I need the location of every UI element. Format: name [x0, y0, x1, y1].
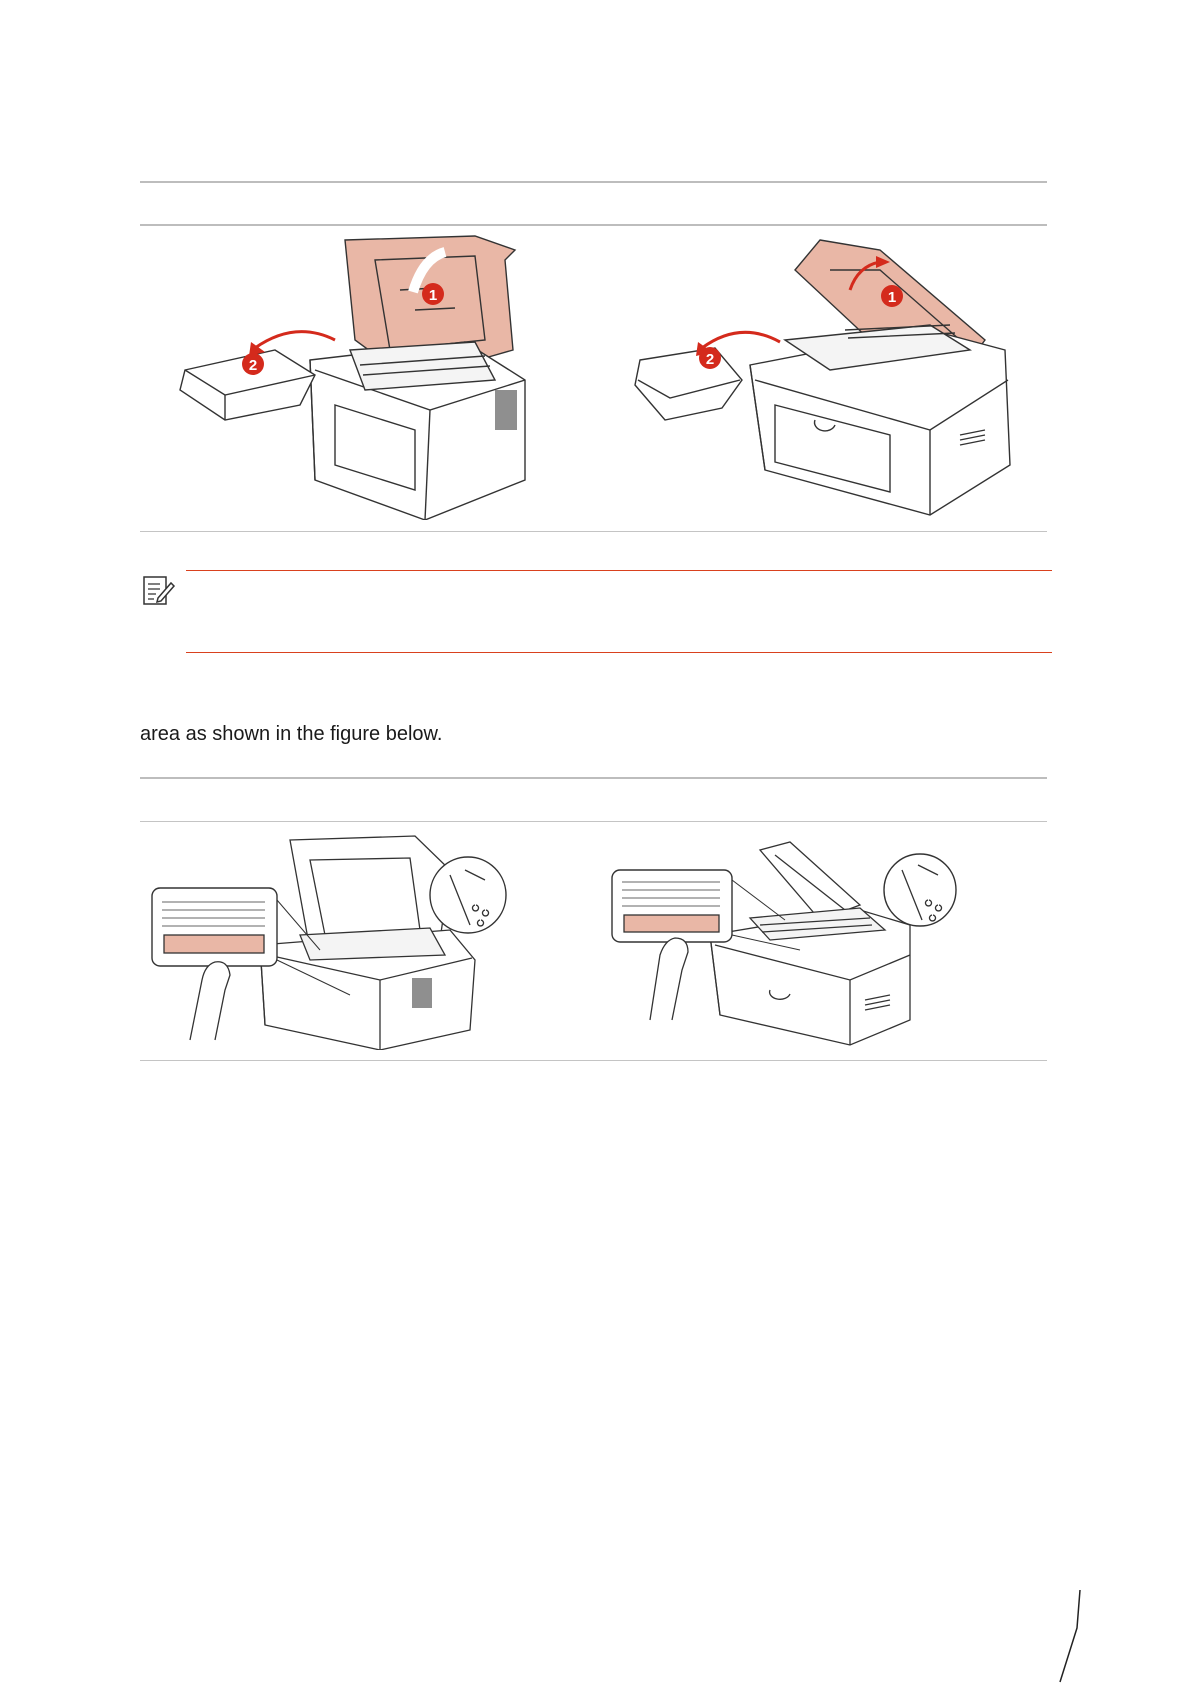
printer-cleaning-illustration [610, 830, 1000, 1050]
note-bottom-rule [186, 652, 1052, 653]
table-top-rule-2 [140, 777, 1047, 779]
figure-clean-roller-model-b [610, 830, 1000, 1050]
table-header-rule-1 [140, 224, 1047, 226]
figure-remove-toner-model-b [630, 230, 1030, 520]
note-top-rule [186, 570, 1052, 571]
table-header-rule-2 [140, 821, 1047, 822]
printer-illustration [630, 230, 1030, 520]
callout-2-label: 2 [248, 357, 258, 374]
figure-clean-roller-model-a [150, 830, 540, 1050]
note-pencil-icon [142, 574, 176, 608]
callout-2-label: 2 [705, 351, 715, 368]
printer-cleaning-illustration [150, 830, 540, 1050]
table-bottom-rule-2 [140, 1060, 1047, 1061]
callout-1-label: 1 [887, 289, 897, 306]
callout-1-label: 1 [428, 287, 438, 304]
printer-illustration [175, 230, 575, 520]
instruction-paragraph: area as shown in the figure below. [140, 723, 443, 745]
figure-remove-toner-model-a [175, 230, 575, 520]
table-bottom-rule-1 [140, 531, 1047, 532]
table-top-rule-1 [140, 181, 1047, 183]
page-corner-slash [1055, 1588, 1085, 1689]
